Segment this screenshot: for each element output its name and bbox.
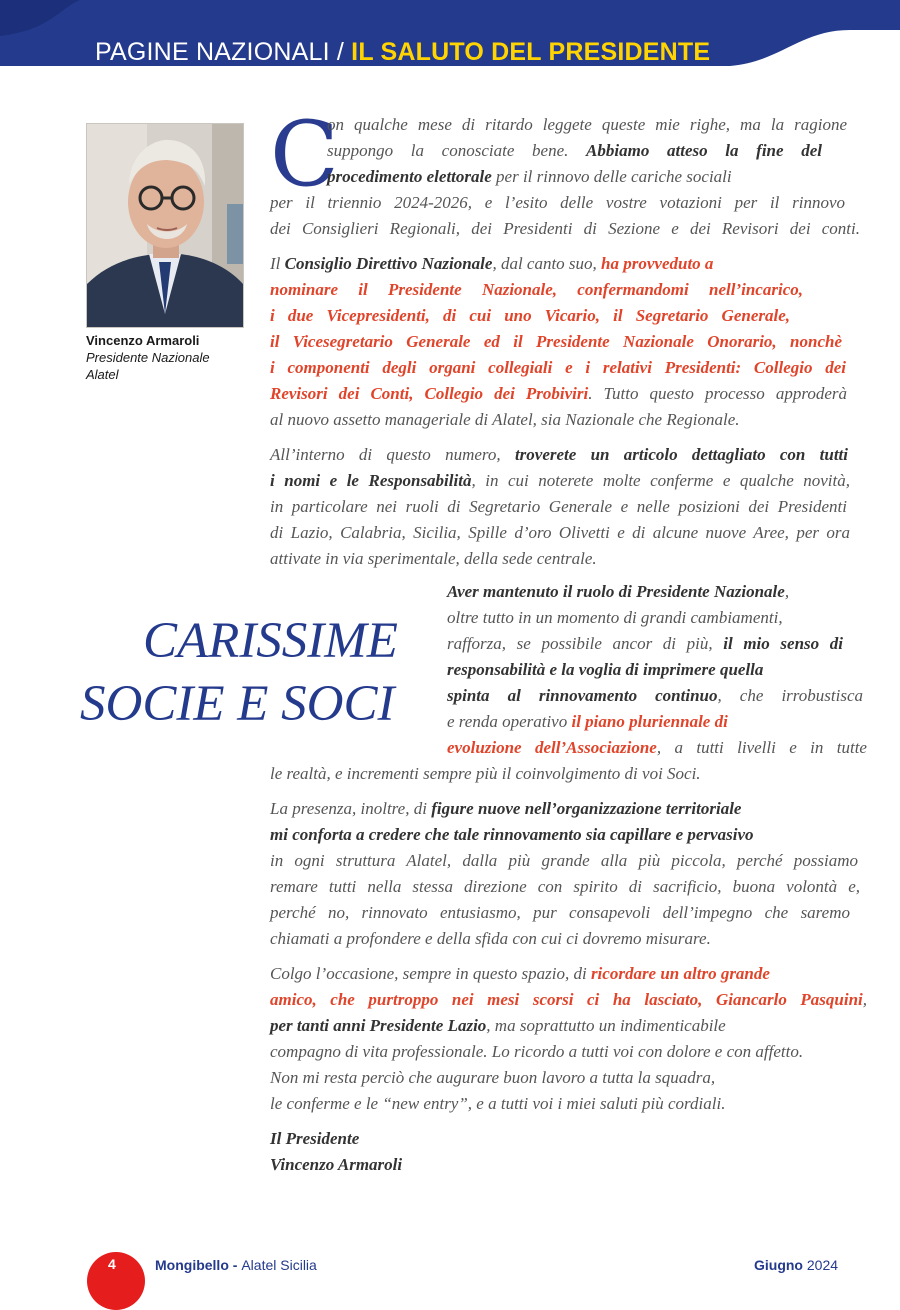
body-text: in particolare nei ruoli di Segretario Generale e nelle posizioni dei Presidenti (270, 497, 847, 516)
highlight-text: il Vicesegretario Generale ed il Presidente Nazionale Onorario, nonchè (270, 332, 842, 351)
highlight-text: ricordare un altro grande (590, 964, 770, 983)
caption-org: Alatel (86, 367, 119, 382)
text-line (270, 549, 597, 569)
title-line-2: SOCIE E SOCI (80, 676, 395, 732)
highlight-text: il piano pluriennale di (571, 712, 728, 731)
body-text: Non mi resta perciò che augurare buon lavoro a tutta la squadra, (270, 1068, 716, 1087)
text-line (447, 608, 783, 628)
text-line (327, 167, 732, 187)
text-line (447, 582, 789, 602)
text-line (270, 1155, 402, 1175)
text-line (270, 1129, 359, 1149)
drop-cap: C (270, 102, 339, 207)
caption-role: Presidente Nazionale (86, 350, 210, 365)
body-text: chiamati a profondere e della sfida con cui ci dovremo misurare. (270, 929, 711, 948)
highlight-text: Revisori dei Conti, Collegio dei Probiviri (270, 384, 589, 403)
bold-text: mi conforta a credere che tale rinnovamento sia capillare e pervasivo (270, 825, 754, 844)
text-line (270, 332, 842, 352)
bold-text: Abbiamo atteso la fine del (586, 141, 822, 160)
text-line (270, 358, 846, 378)
body-text: al nuovo assetto manageriale di Alatel, sia Nazionale che Regionale. (270, 410, 740, 429)
body-text: le conferme e le “new entry”, e a tutti voi i miei saluti più cordiali. (270, 1094, 726, 1113)
header-title (95, 38, 710, 67)
text-line (270, 497, 847, 517)
body-text: , ma soprattutto un indimenticabile (486, 1016, 726, 1035)
body-text: La presenza, inoltre, di (270, 799, 432, 818)
text-line (270, 825, 754, 845)
footer-edition: Alatel Sicilia (241, 1257, 317, 1273)
text-line (327, 141, 822, 161)
text-line (270, 193, 845, 213)
header-topic: IL SALUTO DEL PRESIDENTE (351, 38, 711, 66)
text-line (270, 903, 850, 923)
text-line (447, 660, 763, 680)
text-line (270, 254, 713, 274)
photo-caption (86, 332, 210, 383)
text-line (270, 1016, 726, 1036)
header-banner (0, 0, 900, 70)
body-text: e renda operativo (447, 712, 572, 731)
body-text: oltre tutto in un momento di grandi cambiamenti, (447, 608, 783, 627)
body-text: on qualche mese di ritardo leggete queste mie righe, ma la ragione (327, 115, 847, 134)
text-line (270, 445, 848, 465)
body-text: . Tutto questo processo approderà (588, 384, 847, 403)
body-text: suppongo la conosciate bene. (327, 141, 587, 160)
footer-month: Giugno (754, 1257, 803, 1273)
text-line (270, 471, 850, 491)
body-text: remare tutti nella stessa direzione con spirito di sacrificio, buona volontà e, (270, 877, 860, 896)
bold-text: Aver mantenuto il ruolo di Presidente Nazionale (447, 582, 785, 601)
body-text: , in cui noterete molte conferme e qualche novità, (471, 471, 850, 490)
body-text: rafforza, se possibile ancor di più, (447, 634, 724, 653)
body-text: attivate in via sperimentale, della sede centrale. (270, 549, 597, 568)
body-text: dei Consiglieri Regionali, dei Presidenti di Sezione e dei Revisori dei conti. (270, 219, 860, 238)
body-text: compagno di vita professionale. Lo ricordo a tutti voi con dolore e con affetto. (270, 1042, 804, 1061)
footer-date (754, 1257, 838, 1273)
body-text: le realtà, e incrementi sempre più il coinvolgimento di voi Soci. (270, 764, 701, 783)
text-line (270, 219, 860, 239)
bold-text: Il Presidente (270, 1129, 360, 1148)
footer-magazine (155, 1257, 317, 1273)
text-line (270, 990, 867, 1010)
page-number: 4 (108, 1256, 116, 1272)
text-line (447, 738, 867, 758)
body-text: All’interno di questo numero, (270, 445, 515, 464)
text-line (270, 799, 741, 819)
text-line (270, 306, 790, 326)
bold-text: Consiglio Direttivo Nazionale (284, 254, 493, 273)
bold-text: troverete un articolo dettagliato con tutti (514, 445, 849, 464)
text-line (270, 1042, 803, 1062)
caption-name: Vincenzo Armaroli (86, 333, 200, 348)
footer-year: 2024 (806, 1257, 839, 1273)
header-separator: / (329, 38, 352, 66)
text-line (270, 877, 860, 897)
highlight-text: evoluzione dell’Associazione (447, 738, 657, 757)
bold-text: responsabilità e la voglia di imprimere quella (447, 660, 764, 679)
text-line (270, 1068, 715, 1088)
header-section: PAGINE NAZIONALI (95, 38, 330, 66)
text-line (270, 280, 803, 300)
text-line (270, 764, 701, 784)
bold-text: procedimento elettorale (327, 167, 492, 186)
body-text: in ogni struttura Alatel, dalla più grande alla più piccola, perché possiamo (270, 851, 858, 870)
bold-text: il mio senso di (723, 634, 843, 653)
body-text: , che irrobustisca (717, 686, 863, 705)
text-line (270, 1094, 725, 1114)
text-line (270, 384, 847, 404)
body-text: per il rinnovo delle cariche sociali (491, 167, 732, 186)
bold-text: per tanti anni Presidente Lazio (270, 1016, 487, 1035)
text-line (270, 851, 858, 871)
page-number-badge (87, 1252, 145, 1310)
bold-text: spinta al rinnovamento continuo (447, 686, 718, 705)
text-line (270, 964, 770, 984)
president-photo (86, 123, 244, 328)
highlight-text: nominare il Presidente Nazionale, confermandomi nell’incarico, (270, 280, 803, 299)
highlight-text: i due Vicepresidenti, di cui uno Vicario, il Segretario Generale, (270, 306, 790, 325)
text-line (270, 410, 739, 430)
highlight-text: amico, che purtroppo nei mesi scorsi ci ha lasciato, Giancarlo Pasquini (270, 990, 863, 1009)
highlight-text: ha provveduto a (601, 254, 714, 273)
body-text: , (784, 582, 790, 601)
text-line (447, 634, 843, 654)
body-text: , a tutti livelli e in tutte (656, 738, 867, 757)
body-text: , (862, 990, 867, 1009)
footer-magazine-name: Mongibello (155, 1257, 229, 1273)
body-text: perché no, rinnovato entusiasmo, pur consapevoli dell’impegno che saremo (270, 903, 850, 922)
text-line (327, 115, 847, 135)
text-line (270, 523, 850, 543)
body-text: , dal canto suo, (492, 254, 602, 273)
title-line-1: CARISSIME (143, 613, 398, 669)
bold-text: i nomi e le Responsabilità (270, 471, 472, 490)
bold-text: Vincenzo Armaroli (270, 1155, 403, 1174)
highlight-text: i componenti degli organi collegiali e i relativi Presidenti: Collegio dei (270, 358, 846, 377)
text-line (447, 686, 863, 706)
body-text: Il (270, 254, 285, 273)
body-text: Colgo l’occasione, sempre in questo spazio, di (270, 964, 591, 983)
text-line (447, 712, 728, 732)
body-text: di Lazio, Calabria, Sicilia, Spille d’oro Olivetti e di alcune nuove Aree, per ora (270, 523, 850, 542)
footer-dash: - (228, 1257, 242, 1273)
text-line (270, 929, 711, 949)
body-text: per il triennio 2024-2026, e l’esito delle vostre votazioni per il rinnovo (270, 193, 845, 212)
bold-text: figure nuove nell’organizzazione territoriale (431, 799, 742, 818)
